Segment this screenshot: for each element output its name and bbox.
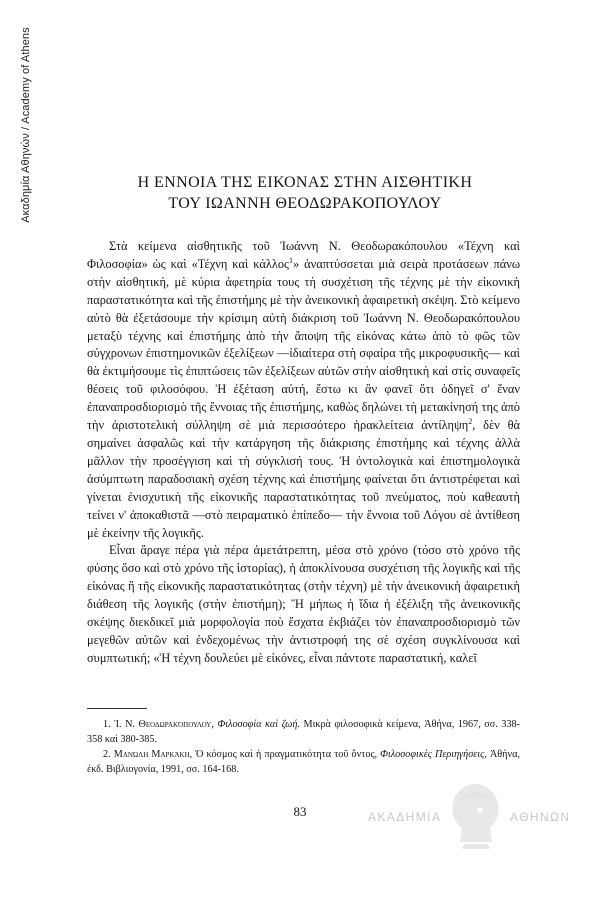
footnote-2-title-plain: Ὁ κόσμος καὶ ἡ πραγματικότητα τοῦ ὄντος, <box>195 749 378 760</box>
footnote-2 <box>87 747 520 777</box>
paragraph-1-part-1: Στὰ κείμενα αἰσθητικῆς τοῦ Ἰωάννη Ν. Θεοδωρακόπουλου «Τέχνη καὶ Φιλοσοφία» ὡς καὶ «Τέχνη καὶ κάλλος <box>87 239 520 271</box>
footnote-1-marker: 1. <box>103 719 111 730</box>
footnote-ref-1: 1 <box>288 255 293 265</box>
academy-watermark <box>368 780 588 850</box>
footnote-rule <box>87 708 147 709</box>
paragraph-2: Εἶναι ἄραγε πέρα γιὰ πέρα ἀμετάτρεπτη, μέσα στὸ χρόνο (τόσο στὸ χρόνο τῆς φύσης ὅσο καὶ στὸ χρόνο τῆς ἱστορίας), ἡ ἀποκλίνουσα συσχέτιση τῆς λογικῆς καὶ τῆς εἰκόνας ἢ τῆς εἰκονικῆς παραστατικότητας (στὴν τέχνη) μὲ τὴν ἀνεικονικὴ ἀφαιρετικὴ διάθεση τῆς λογικῆς (στὴν ἐπιστήμη); Ἢ μήπως ἡ ἴδια ἡ ἐξέλιξη τῆς ἀνεικονικῆς σκέψης διεκδικεῖ μιὰ μορφολογία ποὺ ἔσχατα ἐκβιάζει τὸν ἐπαναπροσδιορισμὸ τῶν μεγεθῶν αὐτῶν καὶ ἐνδεχομένως τὴν ἀντιστροφή της σὲ σχέση συγκλίνουσα καὶ συμπτωτική; «Ἡ τέχνη δουλεύει μὲ εἰκόνες, εἶναι πάντοτε παραστατική, καλεῖ <box>87 543 520 665</box>
footnote-1-rest: Μικρὰ φιλοσοφικὰ κείμενα, Ἀθήνα, 1967, σσ. 338-358 καὶ 380-385. <box>87 719 521 745</box>
footnote-1-author: Ἰ. Ν. Θεοδωρακόπουλου, <box>114 719 214 730</box>
footnote-2-rest: Ἀθήνα, ἐκδ. Βιβλιογονία, 1991, σσ. 164-168. <box>87 749 520 775</box>
footnote-1-title: Φιλοσοφία καὶ ζωή. <box>217 719 300 730</box>
paragraph-1-part-3: , δὲν θὰ σημαίνει ἀσφαλῶς καὶ τὴν κατάργηση τῆς διάκρισης ἐπιστήμης καὶ τέχνης ἀλλὰ μᾶλλον τὴν προσέγγιση καὶ τὴ σύγκλισή τους. Ἡ ὀντολογικὰ καὶ ἐπιστημολογικὰ ἀσύμπτωτη παραδοσιακὴ σχέση τέχνης καὶ ἐπιστήμης φαίνεται ὅτι ἀντιστρέφεται καὶ γίνεται ἐνισχυτικὴ τῆς εἰκονικῆς παραστατικότητας τοῦ πνεύματος, ποὺ καθεαυτὴ τείνει ν' ἀποκαθιστᾶ —στὸ πειραματικὸ ἐπίπεδο— τὴν ἔννοια τοῦ Λόγου σὲ ἀντίθεση μὲ ἐκείνην τῆς λογικῆς. <box>87 418 520 540</box>
footnote-2-marker: 2. <box>103 749 111 760</box>
title-line-1: Η ΕΝΝΟΙΑ ΤΗΣ ΕΙΚΟΝΑΣ ΣΤΗΝ ΑΙΣΘΗΤΙΚΗ <box>137 174 473 191</box>
athena-head-icon <box>444 780 506 850</box>
academy-sidebar-label: Ακαδημία Αθηνών / Academy of Athens <box>20 27 32 223</box>
footnote-2-title: Φιλοσοφικὲς Περιηγήσεις, <box>380 749 487 760</box>
paragraph-1 <box>87 238 520 542</box>
watermark-left-text: ΑΚΑΔΗΜΙΑ <box>368 810 442 824</box>
article-title <box>90 172 520 214</box>
footnote-ref-2: 2 <box>468 416 473 426</box>
page-number: 83 <box>293 804 307 819</box>
article-body <box>87 238 520 668</box>
title-line-2: ΤΟΥ ΙΩΑΝΝΗ ΘΕΟΔΩΡΑΚΟΠΟΥΛΟΥ <box>168 195 442 212</box>
watermark-right-text: ΑΘΗΝΩΝ <box>510 810 571 824</box>
footnotes <box>87 717 520 777</box>
footnote-1 <box>87 717 520 747</box>
paragraph-1-part-2: » ἀναπτύσσεται μιὰ σειρὰ προτάσεων πάνω στὴν αἰσθητική, μὲ κύρια ἀφετηρία τους τὴ συσχέτιση τῆς τέχνης μὲ τὴν εἰκονικὴ παραστατικότητα καὶ τῆς ἐπιστήμης μὲ τὴν ἀνεικονικὴ ἀφαιρετικὴ σκέψη. Στὸ κείμενο αὐτὸ θὰ ἐξετάσουμε τὴν κρίσιμη αὐτὴ διάκριση τοῦ Ἰωάννη Ν. Θεοδωρακόπουλου μεταξὺ τέχνης καὶ ἐπιστήμης ἀπὸ τὴν ἄποψη τῆς εἰκόνας κάτω ἀπὸ τὸ φῶς τῶν σύγχρονων ἐπιστημονικῶν ἐξελίξεων —ἰδιαίτερα στὴ σφαίρα τῆς μικροφυσικῆς— καὶ θὰ ἐκτιμήσουμε τὶς ἐπιπτώσεις τῶν ἐξελίξεων αὐτῶν στὴν αἰσθητικὴ καὶ στὶς συναφεῖς θέσεις τοῦ φιλοσόφου. Ἡ ἐξέταση αὐτή, ἔστω κι ἂν φανεῖ ὅτι ὁδηγεῖ σ' ἕναν ἐπαναπροσδιορισμὸ τῆς ἔννοιας τῆς ἐπιστήμης, καθὼς δηλώνει τὴ μετακίνησή της ἀπὸ τὴν ἀριστοτελικὴ σύλληψη σὲ μιὰ περισσότερο ἡρακλείτεια ἀντίληψη <box>87 256 520 433</box>
footnote-2-author: Μανώλη Μαρκάκη, <box>113 749 193 760</box>
